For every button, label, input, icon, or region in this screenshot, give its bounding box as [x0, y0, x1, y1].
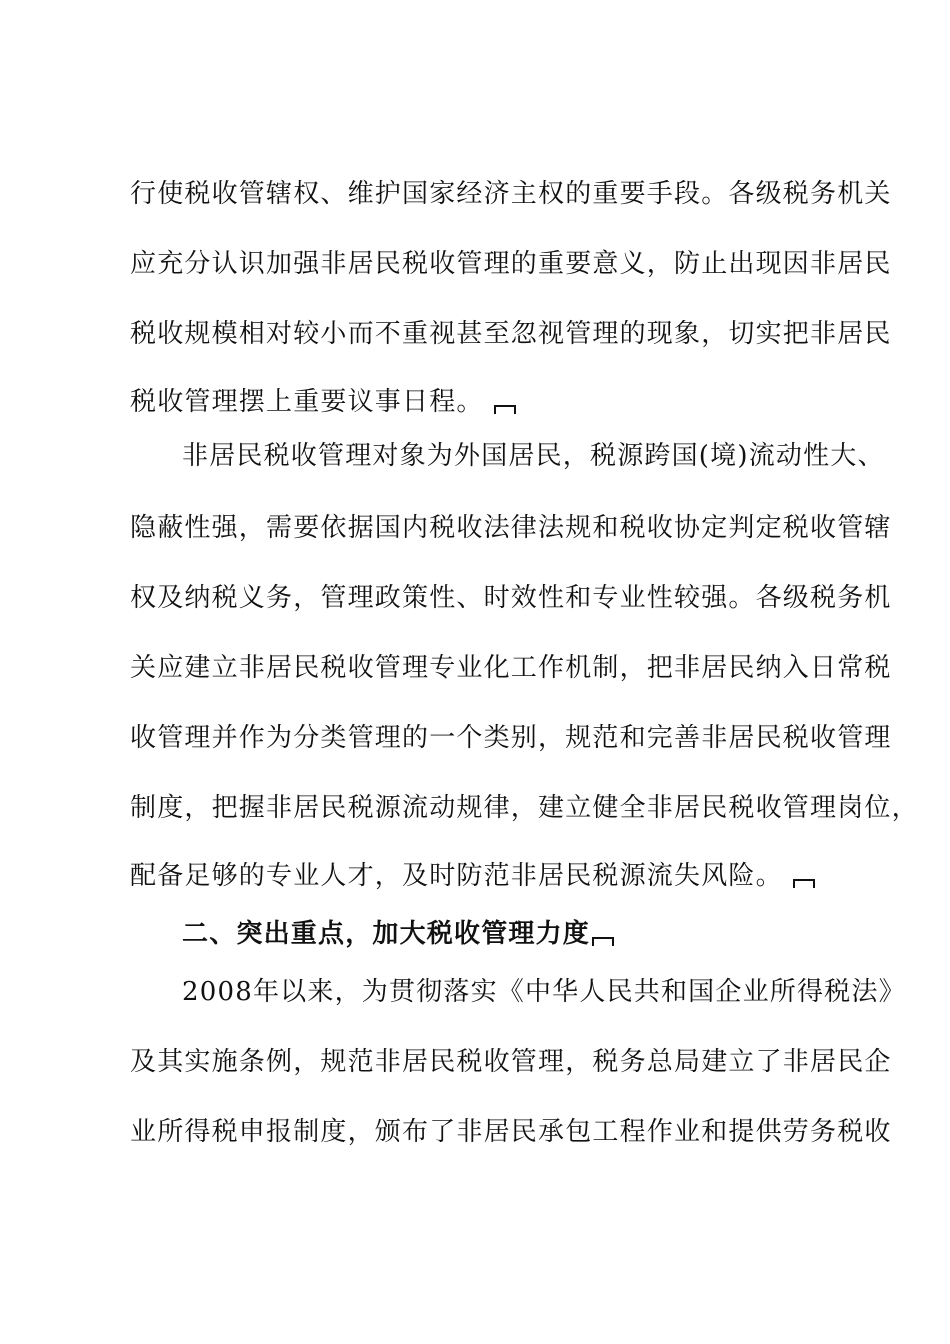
paragraph-1-line-3: 税收规模相对较小而不重视甚至忽视管理的现象，切实把非居民 [130, 319, 892, 349]
paragraph-1-line-4-text: 税收管理摆上重要议事日程。 [130, 387, 484, 417]
section-heading [182, 914, 902, 954]
paragraph-mark-icon [592, 937, 614, 946]
paragraph-2-line-2: 隐蔽性强，需要依据国内税收法律法规和税收协定判定税收管辖 [130, 513, 892, 543]
paragraph-2-line-7 [130, 856, 850, 896]
paragraph-2-line-4: 关应建立非居民税收管理专业化工作机制，把非居民纳入日常税 [130, 653, 892, 683]
paragraph-1-line-4 [130, 382, 850, 422]
section-heading-text: 二、突出重点，加大税收管理力度 [182, 919, 591, 949]
paragraph-2-line-3: 权及纳税义务，管理政策性、时效性和专业性较强。各级税务机 [130, 583, 892, 613]
paragraph-1-line-1: 行使税收管辖权、维护国家经济主权的重要手段。各级税务机关 [130, 179, 892, 209]
paragraph-2-line-7-text: 配备足够的专业人才，及时防范非居民税源流失风险。 [130, 861, 783, 891]
paragraph-1-line-2: 应充分认识加强非居民税收管理的重要意义，防止出现因非居民 [130, 249, 892, 279]
paragraph-2-line-5: 收管理并作为分类管理的一个类别，规范和完善非居民税收管理 [130, 723, 892, 753]
paragraph-3-line-3: 业所得税申报制度，颁布了非居民承包工程作业和提供劳务税收 [130, 1117, 892, 1147]
paragraph-2-line-1: 非居民税收管理对象为外国居民，税源跨国(境)流动性大、 [182, 441, 885, 471]
paragraph-mark-icon [793, 879, 815, 888]
paragraph-3-line-1: 2008年以来，为贯彻落实《中华人民共和国企业所得税法》 [182, 977, 906, 1007]
paragraph-mark-icon [494, 405, 516, 414]
paragraph-3-line-2: 及其实施条例，规范非居民税收管理，税务总局建立了非居民企 [130, 1047, 892, 1077]
paragraph-2-line-6: 制度，把握非居民税源流动规律，建立健全非居民税收管理岗位， [130, 793, 919, 823]
